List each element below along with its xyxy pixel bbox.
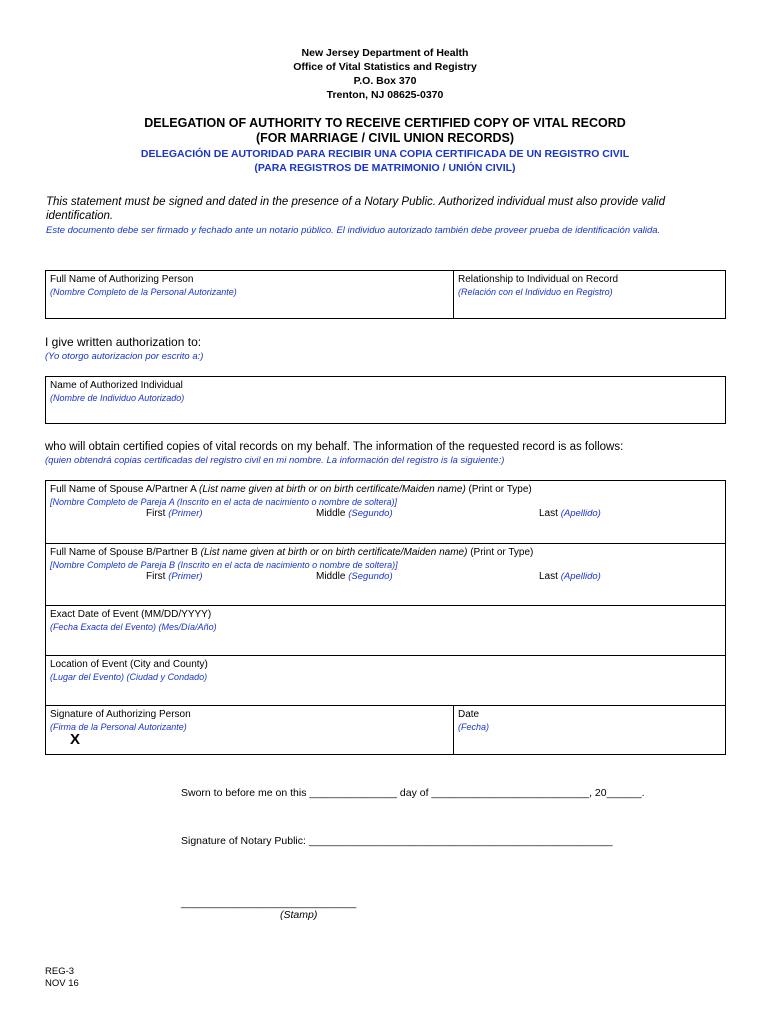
spouse-b-first: First (Primer) [146, 571, 203, 582]
date-label: Date [458, 709, 480, 720]
intro [46, 195, 726, 237]
obtain-statement [45, 440, 735, 467]
header-line-3: P.O. Box 370 [353, 75, 417, 87]
notary-signature-line[interactable]: Signature of Notary Public: ____________________________________________________ [181, 835, 613, 847]
header-line-1: New Jersey Department of Health [301, 47, 469, 59]
title-es-1: DELEGACIÓN DE AUTORIDAD PARA RECIBIR UNA COPIA CERTIFICADA DE UN REGISTRO CIVIL [140, 148, 630, 160]
intro-es: Este documento debe ser firmado y fechado ante un notario público. El individuo autorizado también debe proveer prueba de identificación valida. [46, 225, 661, 236]
form-revision: NOV 16 [45, 978, 79, 989]
authorized-individual-label-es: (Nombre de Individuo Autorizado) [50, 393, 185, 403]
spouse-b-label: Full Name of Spouse B/Partner B (List name given at birth or on birth certificate/Maiden name) (Print or Type) [50, 547, 534, 558]
authorizing-name-label-es: (Nombre Completo de la Personal Autorizante) [50, 287, 237, 297]
authorized-individual-field[interactable] [46, 377, 725, 423]
stamp-line: ______________________________ [181, 897, 357, 909]
event-date-label-es: (Fecha Exacta del Evento) (Mes/Día/Año) [50, 622, 217, 632]
spouse-a-label-es: [Nombre Completo de Pareja A (Inscrito en el acta de nacimiento o nombre de soltera)] [50, 497, 398, 507]
intro-en: This statement must be signed and dated in the presence of a Notary Public. Authorized individual must also provide valid identification. [46, 196, 666, 222]
signature-label-es: (Firma de la Personal Autorizante) [50, 722, 187, 732]
signature-label: Signature of Authorizing Person [50, 709, 191, 720]
header-line-2: Office of Vital Statistics and Registry [293, 61, 477, 73]
title-en-2: (FOR MARRIAGE / CIVIL UNION RECORDS) [255, 131, 515, 145]
signature-field[interactable] [46, 706, 453, 754]
title-en-1: DELEGATION OF AUTHORITY TO RECEIVE CERTIFIED COPY OF VITAL RECORD [144, 116, 626, 130]
event-location-label: Location of Event (City and County) [50, 659, 208, 670]
event-location-field[interactable] [46, 656, 725, 705]
relationship-field[interactable] [454, 271, 726, 318]
obtain-es: (quien obtendrá copias certificadas del registro civil en mi nombre. La información del registro is la siguiente:) [45, 455, 505, 466]
event-location-label-es: (Lugar del Evento) (Ciudad y Condado) [50, 672, 208, 682]
spouse-a-field[interactable] [46, 481, 725, 543]
spouse-a-label: Full Name of Spouse A/Partner A (List name given at birth or on birth certificate/Maiden name) (Print or Type) [50, 484, 532, 495]
form-title [0, 116, 770, 175]
event-date-label: Exact Date of Event (MM/DD/YYYY) [50, 609, 212, 620]
spouse-a-first: First (Primer) [146, 508, 203, 519]
event-date-field[interactable] [46, 606, 725, 655]
authorizing-person-box [45, 270, 726, 319]
relationship-label: Relationship to Individual on Record [458, 274, 619, 285]
relationship-label-es: (Relación con el Individuo en Registro) [458, 287, 613, 297]
authorization-statement [45, 335, 203, 363]
spouse-b-middle: Middle (Segundo) [316, 571, 393, 582]
spouse-b-last: Last (Apellido) [539, 571, 601, 582]
spouse-b-label-es: [Nombre Completo de Pareja B (Inscrito en el acta de nacimiento o nombre de soltera)] [50, 560, 398, 570]
spouse-a-middle: Middle (Segundo) [316, 508, 393, 519]
header-line-4: Trenton, NJ 08625-0370 [326, 89, 444, 101]
authorizing-name-field[interactable] [46, 271, 453, 318]
authorization-es: (Yo otorgo autorizacion por escrito a:) [45, 351, 204, 362]
spouse-b-field[interactable] [46, 544, 725, 605]
spouse-a-last: Last (Apellido) [539, 508, 601, 519]
authorized-individual-label: Name of Authorized Individual [50, 380, 183, 391]
signature-x-mark: X [70, 731, 81, 748]
stamp-label: (Stamp) [280, 909, 318, 921]
date-field[interactable] [454, 706, 725, 754]
form-code [45, 966, 79, 990]
agency-header [0, 46, 770, 102]
date-label-es: (Fecha) [458, 722, 490, 732]
form-number: REG-3 [45, 966, 75, 977]
authorized-individual-box [45, 376, 726, 424]
authorizing-name-label: Full Name of Authorizing Person [50, 274, 194, 285]
sworn-statement[interactable]: Sworn to before me on this _______________ day of ___________________________, 20______. [181, 787, 645, 799]
obtain-en: who will obtain certified copies of vital records on my behalf. The information of the requested record is as follows: [45, 441, 624, 453]
record-details-box [45, 480, 726, 755]
title-es-2: (PARA REGISTROS DE MATRIMONIO / UNIÓN CIVIL) [254, 162, 516, 174]
authorization-en: I give written authorization to: [45, 335, 202, 349]
